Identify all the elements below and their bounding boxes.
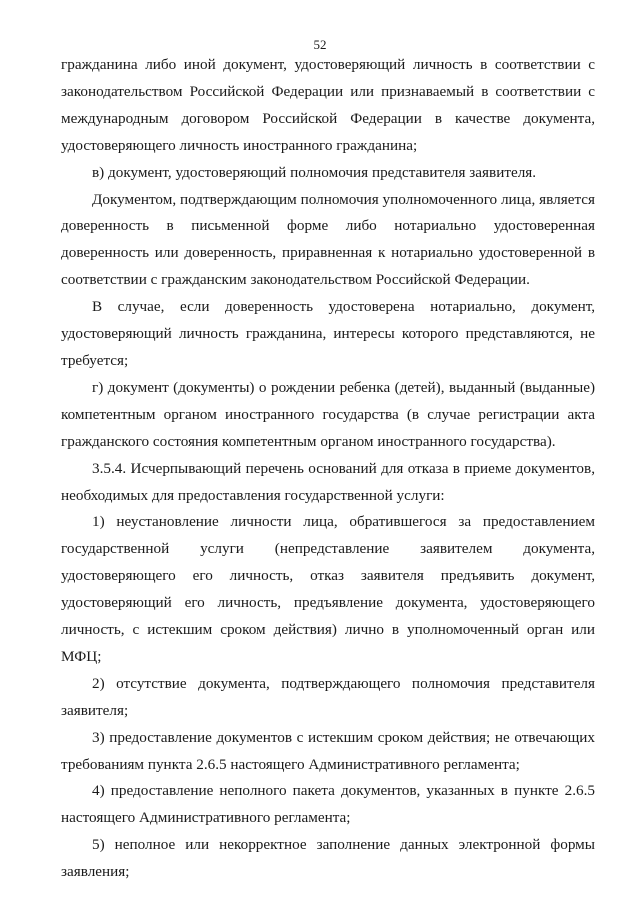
paragraph-item-v: в) документ, удостоверяющий полномочия представителя заявителя. bbox=[92, 163, 537, 181]
paragraph-ground-2: 2) отсутствие документа, подтверждающего полномочия представителя заявителя; bbox=[61, 674, 595, 719]
paragraph-ground-5: 5) неполное или некорректное заполнение данных электронной формы заявления; bbox=[61, 836, 595, 881]
paragraph-ground-1: 1) неустановление личности лица, обратившегося за предоставлением государственной услуги (непредставление заявителем документа, удостоверяющего его личность, отказ заявителя предъявить документ, удостоверяющий его личность, предъявление документа, удостоверяющего личность, с истекшим сроком действия) лично в уполномоченный орган или МФЦ; bbox=[61, 513, 595, 665]
paragraph-ground-4: 4) предоставление неполного пакета документов, указанных в пункте 2.6.5 настоящего Административного регламента; bbox=[61, 782, 595, 827]
paragraph-section-3-5-4: 3.5.4. Исчерпывающий перечень оснований для отказа в приеме документов, необходимых для предоставления государственной услуги: bbox=[61, 459, 595, 504]
page-number: 52 bbox=[313, 37, 327, 52]
paragraph-ground-3: 3) предоставление документов с истекшим сроком действия; не отвечающих требованиям пункта 2.6.5 настоящего Административного регламента; bbox=[61, 728, 595, 773]
document-body bbox=[61, 52, 595, 886]
paragraph-item-g: г) документ (документы) о рождении ребенка (детей), выданный (выданные) компетентным органом иностранного государства (в случае регистрации акта гражданского состояния компетентным органом иностранного государства). bbox=[61, 378, 595, 450]
paragraph-power-of-attorney: Документом, подтверждающим полномочия уполномоченного лица, является доверенность в письменной форме либо нотариально удостоверенная доверенность или доверенность, приравненная к нотариально удостоверенной в соответствии с гражданским законодательством Российской Федерации. bbox=[61, 190, 595, 289]
paragraph-continuation: гражданина либо иной документ, удостоверяющий личность в соответствии с законодательством Российской Федерации или признаваемый в соответствии с международным договором Российской Федерации в качестве документа, удостоверяющего личность иностранного гражданина; bbox=[61, 56, 595, 154]
paragraph-notarized-case: В случае, если доверенность удостоверена нотариально, документ, удостоверяющий личность гражданина, интересы которого представляются, не требуется; bbox=[61, 298, 595, 369]
